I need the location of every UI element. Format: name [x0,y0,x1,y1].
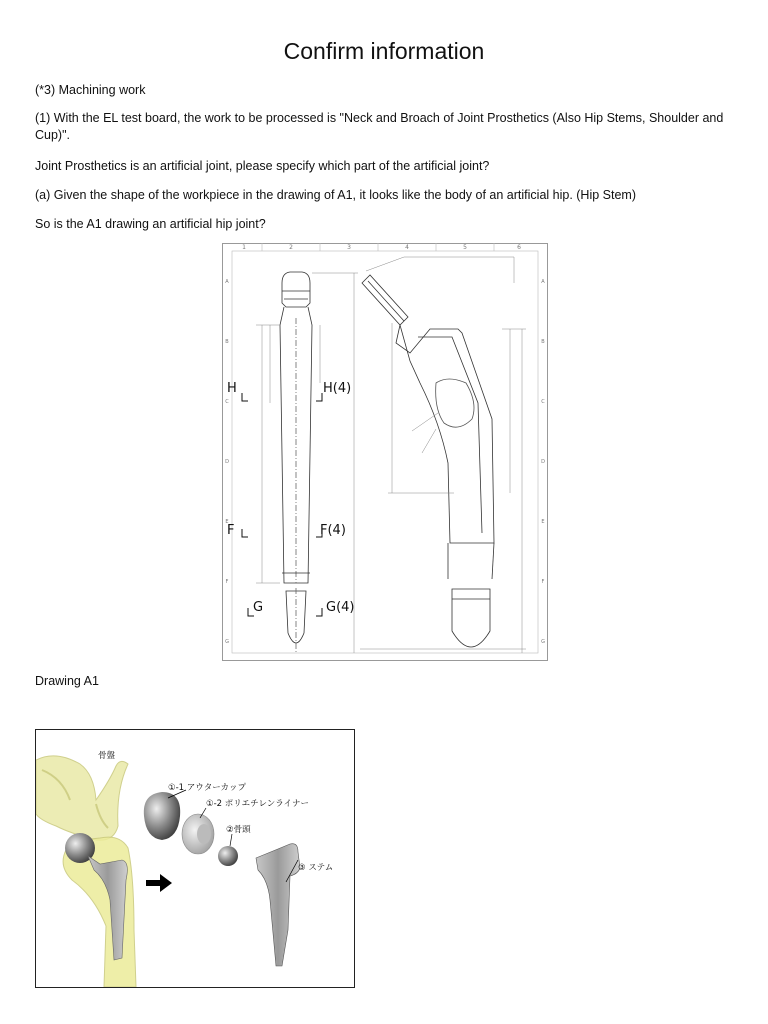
engineering-drawing-a1 [222,243,548,661]
row-letter: B [541,339,545,345]
row-letter: F [541,579,545,585]
col-number: 5 [463,244,467,251]
femoral-head [218,846,238,866]
section-label-f: F [227,523,235,538]
section-label-f4: F(4) [320,523,346,538]
row-letter: G [541,639,545,645]
section-label-h4: H(4) [323,381,352,396]
page-title: Confirm information [283,38,485,64]
label-liner: ①-2 ポリエチレンライナー [206,799,309,809]
row-letter: E [225,519,229,525]
paragraph-machining-work: (*3) Machining work [35,83,146,97]
label-outer-cup: ①-1 アウターカップ [168,783,246,793]
row-letter: F [225,579,229,585]
drawing-caption: Drawing A1 [35,674,99,688]
col-number: 2 [289,244,293,251]
row-letter: B [225,339,229,345]
outer-cup [144,792,180,840]
section-label-g: G [253,600,264,615]
section-label-h: H [227,381,237,396]
paragraph-work-description: (1) With the EL test board, the work to be processed is "Neck and Broach of Joint Prosthetics (Also Hip Stems, Shoulder and Cup)". [35,111,724,142]
label-stem: ③ ステム [298,863,334,873]
row-letter: E [541,519,545,525]
pelvis-bone [36,756,128,840]
paragraph-answer-a: (a) Given the shape of the workpiece in the drawing of A1, it looks like the body of an artificial hip. (Hip Stem) [35,188,637,202]
arrow-icon [146,874,172,892]
section-label-g4: G(4) [326,600,355,615]
polyethylene-liner [182,814,214,854]
col-number: 3 [347,244,351,251]
row-letter: C [225,399,229,405]
label-pelvis: 骨盤 [98,751,116,761]
hip-prosthesis-illustration [35,729,355,988]
label-femoral-head: ②骨頭 [226,825,251,835]
col-number: 4 [405,244,409,251]
row-letter: C [541,399,545,405]
row-letter: G [225,639,229,645]
col-number: 6 [517,244,521,251]
stem-component [256,844,300,966]
row-letter: D [541,459,545,465]
row-letter: A [225,279,229,285]
paragraph-question: Joint Prosthetics is an artificial joint, please specify which part of the artificial joint? [35,159,490,173]
row-letter: D [225,459,229,465]
paragraph-followup-question: So is the A1 drawing an artificial hip joint? [35,217,266,231]
col-number: 1 [242,244,246,251]
row-letter: A [541,279,545,285]
